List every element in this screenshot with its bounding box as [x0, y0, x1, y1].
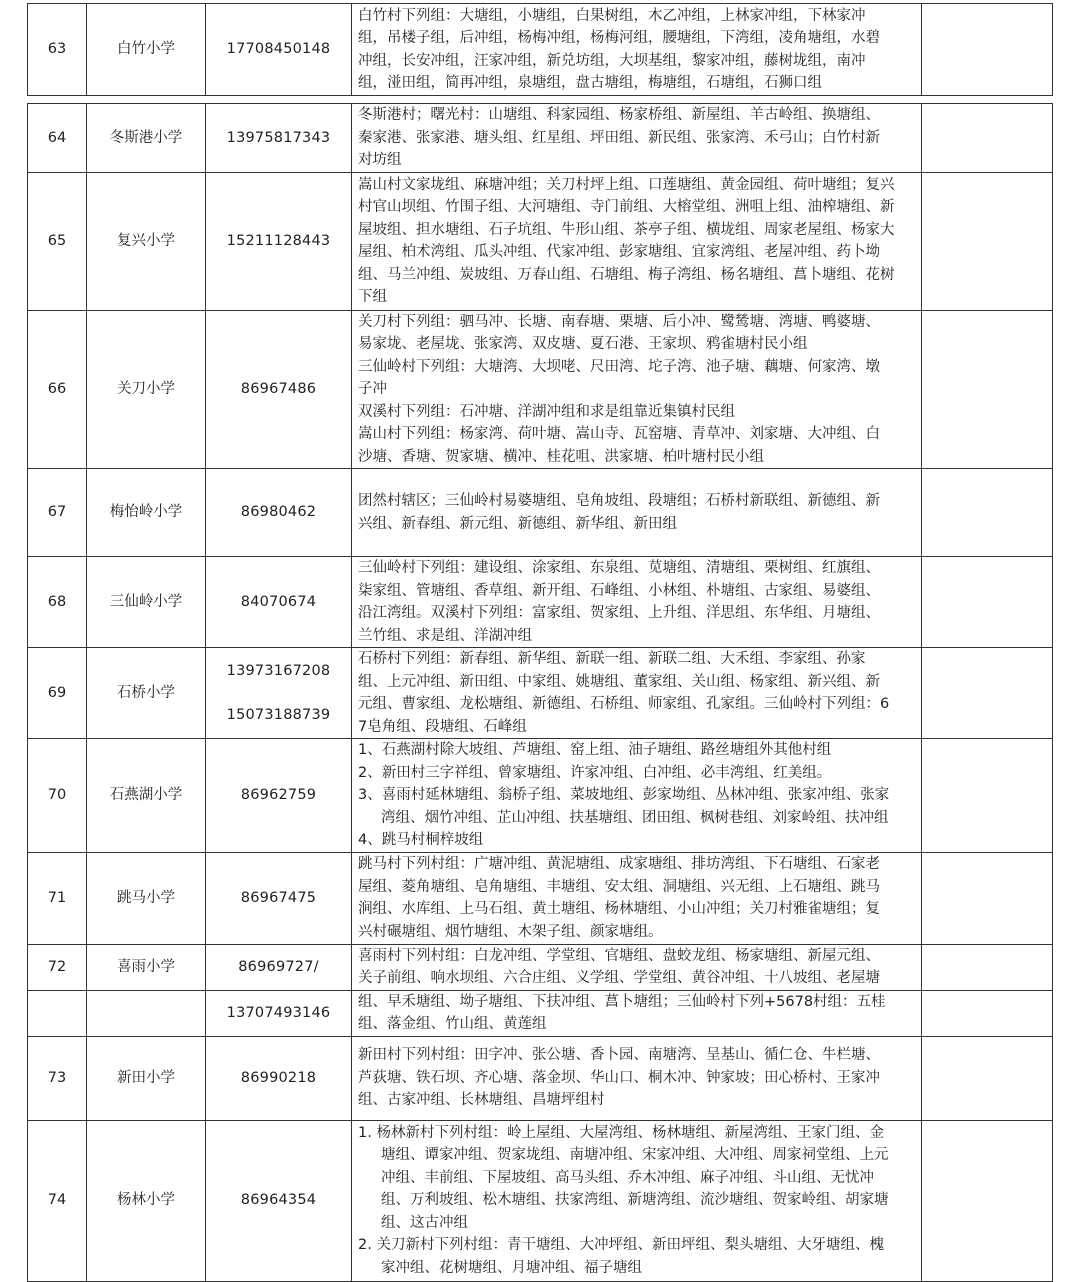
service-area: [352, 852, 922, 944]
row-number: 74: [28, 1120, 87, 1281]
area-line: 组、古家冲组、长林塘组、昌塘坪组村: [358, 1092, 605, 1109]
school-name: 白竹小学: [87, 4, 206, 96]
area-line: 冲组，长安冲组，汪家冲组，新兑坊组，大坝基组，黎家冲组，藤树垅组，南冲: [358, 52, 866, 69]
phone-cell: [206, 1120, 352, 1281]
note-cell: [922, 648, 1053, 739]
area-line: 嵩山村文家垅组、麻塘冲组；关刀村坪上组、口莲塘组、黄金园组、荷叶塘组；复兴: [358, 176, 895, 193]
area-line: 兴村碾塘组、烟竹塘组、木架子组、颜家塘组。: [358, 923, 663, 940]
area-line: 团然村辖区；三仙岭村易婆塘组、皂角坡组、段塘组；石桥村新联组、新德组、新: [358, 493, 880, 509]
phone-cell: [206, 1036, 352, 1120]
service-area: [352, 648, 922, 739]
area-line: 关子前组、响水坝组、六合庄组、义学组、学堂组、黄谷冲组、十八坡组、老屋塘: [358, 970, 880, 986]
service-area: [352, 1120, 922, 1281]
service-area: [352, 739, 922, 853]
area-line: 易家垅、老屋垅、张家湾、双皮塘、夏石港、王家坝、鸦雀塘村民小组: [358, 336, 808, 352]
area-line: 塘组、谭家冲组、贺家垅组、南塘冲组、宋家冲组、大冲组、周家祠堂组、上元: [381, 1147, 889, 1164]
phone-cell: [206, 852, 352, 944]
school-name: [87, 990, 206, 1036]
phone-cell: [206, 469, 352, 557]
area-line: 新田村下列村组：田字冲、张公塘、香卜园、南塘湾、呈基山、循仁仓、牛栏塘、: [358, 1047, 880, 1064]
row-number: [28, 990, 87, 1036]
area-line: 组、这古冲组: [381, 1214, 468, 1231]
phone-cell: [206, 648, 352, 739]
area-line: 关刀村下列组：驷马冲、长塘、南春塘、栗塘、后小冲、鹭鸶塘、湾塘、鸭婆塘、: [358, 313, 880, 330]
area-line: 子冲: [358, 381, 387, 397]
table-row: [28, 1120, 1053, 1281]
area-line: 跳马村下列村组：广塘冲组、黄泥塘组、成家塘组、排坊湾组、下石塘组、石家老: [358, 856, 880, 872]
school-name: 石燕湖小学: [87, 739, 206, 853]
area-line: 石桥村下列组：新春组、新华组、新联一组、新联二组、大禾组、李家组、孙家: [358, 651, 866, 667]
area-line: 对坊组: [358, 152, 402, 168]
row-number: 63: [28, 4, 87, 96]
area-line: 2、新田村三字祥组、曾家塘组、许家冲组、白冲组、必丰湾组、红美组。: [358, 764, 832, 781]
table-row: [28, 1036, 1053, 1120]
table-row: [28, 310, 1053, 469]
area-line: 沿江湾组。双溪村下列组：富家组、贺家组、上升组、洋思组、东华组、月塘组、: [358, 605, 880, 621]
table-row: [28, 172, 1053, 310]
row-number: 66: [28, 310, 87, 469]
note-cell: [922, 4, 1053, 96]
service-area: [352, 310, 922, 469]
service-area: [352, 944, 922, 990]
area-line: 兰竹组、求是组、洋湖冲组: [358, 627, 532, 644]
phone-number: 84070674: [240, 593, 317, 610]
school-name: 杨林小学: [87, 1120, 206, 1281]
school-name: 三仙岭小学: [87, 557, 206, 648]
area-line: 2. 关刀新村下列村组：青干塘组、大冲坪组、新田坪组、梨头塘组、大牙塘组、槐: [358, 1237, 884, 1254]
schools-table-top: [27, 3, 1053, 96]
area-line: 1. 杨林新村下列村组：岭上屋组、大屋湾组、杨林塘组、新屋湾组、王家门组、金: [358, 1124, 884, 1141]
service-area: [352, 469, 922, 557]
school-name: 新田小学: [87, 1036, 206, 1120]
area-line: 芦荻塘、铁石坝、齐心塘、落金坝、华山口、桐木冲、钟家坡；田心桥村、王家冲: [358, 1069, 880, 1086]
table-row: [28, 944, 1053, 990]
note-cell: [922, 739, 1053, 853]
area-line: 组、落金组、竹山组、黄莲组: [358, 1016, 547, 1032]
note-cell: [922, 172, 1053, 310]
area-line: 沙塘、香塘、贺家塘、横冲、桂花咀、洪家塘、柏叶塘村民小组: [358, 448, 764, 465]
phone-number: 86990218: [240, 1069, 317, 1086]
note-cell: [922, 557, 1053, 648]
phone-cell: [206, 310, 352, 469]
area-line: 柒家组、管塘组、香草组、新开组、石峰组、小林组、朴塘组、古家组、易婆组、: [358, 582, 880, 599]
note-cell: [922, 469, 1053, 557]
note-cell: [922, 104, 1053, 173]
area-line: 喜雨村下列村组：白龙冲组、学堂组、官塘组、盘蛟龙组、杨家塘组、新屋元组、: [358, 947, 880, 964]
phone-number: 13973167208: [226, 663, 331, 679]
school-name: 复兴小学: [87, 172, 206, 310]
phone-number: 86967486: [240, 381, 317, 397]
table-row: [28, 104, 1053, 173]
table-row: [28, 852, 1053, 944]
row-number: 71: [28, 852, 87, 944]
area-line: 家冲组、花树塘组、月塘冲组、福子塘组: [381, 1259, 642, 1276]
row-number: 69: [28, 648, 87, 739]
area-line: 组、早禾塘组、坳子塘组、下扶冲组、菖卜塘组；三仙岭村下列+5678村组：五桂: [358, 993, 886, 1010]
row-number: 65: [28, 172, 87, 310]
phone-cell: [206, 172, 352, 310]
note-cell: [922, 1036, 1053, 1120]
phone-cell: [206, 739, 352, 853]
school-name: 梅怡岭小学: [87, 469, 206, 557]
row-number: 70: [28, 739, 87, 853]
phone-number: 86962759: [240, 787, 317, 803]
area-line: 7皂角组、段塘组、石峰组: [358, 718, 527, 735]
phone-cell: [206, 944, 352, 990]
area-line: 下组: [358, 289, 387, 305]
note-cell: [922, 310, 1053, 469]
area-line: 组，吊楼子组，后冲组，杨梅冲组，杨梅河组，腰塘组，下湾组，凌角塘组，水碧: [358, 30, 880, 46]
phone-number: 17708450148: [226, 41, 331, 58]
area-line: 组、马兰冲组、炭坡组、万春山组、石塘组、梅子湾组、杨名塘组、菖卜塘组、花树: [358, 266, 895, 283]
area-line: 屋组、柏术湾组、瓜头冲组、代家冲组、彭家塘组、宜家湾组、老屋冲组、药卜坳: [358, 244, 880, 260]
phone-number: 86967475: [240, 889, 317, 906]
area-line: 组，湴田组，简再冲组，泉塘组，盘古塘组，梅塘组，石塘组，石狮口组: [358, 75, 822, 91]
phone-number: 86980462: [240, 504, 317, 521]
row-number: 67: [28, 469, 87, 557]
area-line: 屋坡组、担水塘组、石子坑组、牛形山组、茶亭子组、横垅组、周家老屋组、杨家大: [358, 221, 895, 238]
note-cell: [922, 1120, 1053, 1281]
school-name: 喜雨小学: [87, 944, 206, 990]
phone-number: 15073188739: [226, 707, 331, 723]
service-area: [352, 172, 922, 310]
service-area: [352, 557, 922, 648]
area-line: 冲组、丰前组、下屋坡组、高马头组、乔木冲组、麻子冲组、斗山组、无忧冲: [381, 1169, 874, 1186]
service-area: [352, 4, 922, 96]
schools-table: [27, 103, 1053, 1282]
area-line: 嵩山村下列组：杨家湾、荷叶塘、嵩山寺、瓦窑塘、青草冲、刘家塘、大冲组、白: [358, 426, 880, 442]
phone-cell: [206, 104, 352, 173]
area-line: 1、石燕湖村除大坡组、芦塘组、窑上组、油子塘组、路丝塘组外其他村组: [358, 742, 832, 758]
area-line: 兴组、新春组、新元组、新德组、新华组、新田组: [358, 515, 677, 532]
table-row: [28, 739, 1053, 853]
service-area: [352, 1036, 922, 1120]
area-line: 屋组、菱角塘组、皂角塘组、丰塘组、安太组、洞塘组、兴无组、上石塘组、跳马: [358, 878, 880, 895]
note-cell: [922, 852, 1053, 944]
table-row: [28, 557, 1053, 648]
row-number: 73: [28, 1036, 87, 1120]
phone-number: 13707493146: [226, 1004, 331, 1021]
area-line: 湾组、烟竹冲组、芷山冲组、扶基塘组、团田组、枫树巷组、刘家岭组、扶冲组: [381, 809, 889, 826]
school-name: 石桥小学: [87, 648, 206, 739]
area-line: 三仙岭村下列组：大塘湾、大坝咾、尺田湾、坨子湾、池子塘、藕塘、何家湾、墩: [358, 358, 880, 375]
note-cell: [922, 990, 1053, 1036]
area-line: 4、跳马村桐梓坡组: [358, 832, 484, 848]
phone-cell: [206, 557, 352, 648]
school-name: 关刀小学: [87, 310, 206, 469]
area-line: 组、上元冲组、新田组、中家组、姚塘组、董家组、关山组、杨家组、新兴组、新: [358, 673, 880, 690]
table-row: [28, 469, 1053, 557]
area-line: 三仙岭村下列组：建设组、涂家组、东泉组、苋塘组、清塘组、栗树组、红旗组、: [358, 560, 880, 576]
area-line: 秦家港、张家港、塘头组、红星组、坪田组、新民组、张家湾、禾弓山；白竹村新: [358, 129, 880, 146]
phone-cell: [206, 4, 352, 96]
area-line: 村官山坝组、竹围子组、大河塘组、寺门前组、大榕堂组、洲咀上组、油榨塘组、新: [358, 199, 895, 215]
phone-number: 86964354: [240, 1192, 317, 1209]
area-line: 涧组、水库组、上马石组、黄土塘组、杨林塘组、小山冲组；关刀村雅雀塘组；复: [358, 901, 880, 917]
phone-number: 13975817343: [226, 129, 331, 146]
school-name: 跳马小学: [87, 852, 206, 944]
service-area: [352, 990, 922, 1036]
area-line: 冬斯港村；曙光村：山塘组、科家园组、杨家桥组、新屋组、羊古岭组、换塘组、: [358, 107, 880, 123]
table-row: [28, 4, 1053, 96]
phone-cell: [206, 990, 352, 1036]
phone-number: 86969727/: [238, 958, 319, 975]
area-line: 3、喜雨村延林塘组、翁桥子组、菜坡地组、彭家坳组、丛林冲组、张家冲组、张家: [358, 787, 890, 803]
phone-number: 15211128443: [226, 232, 331, 249]
area-line: 双溪村下列组：石冲塘、洋湖冲组和求是组靠近集镇村民组: [358, 403, 735, 420]
row-number: 64: [28, 104, 87, 173]
service-area: [352, 104, 922, 173]
row-number: 72: [28, 944, 87, 990]
area-line: 元组、曹家组、龙松塘组、新德组、石桥组、师家组、孔家组。三仙岭村下列组：6: [358, 696, 890, 712]
table-row: [28, 648, 1053, 739]
area-line: 白竹村下列组：大塘组，小塘组，白果树组，木乙冲组，上林家冲组，下林家冲: [358, 7, 866, 24]
note-cell: [922, 944, 1053, 990]
school-name: 冬斯港小学: [87, 104, 206, 173]
row-number: 68: [28, 557, 87, 648]
table-row: [28, 990, 1053, 1036]
area-line: 组、万利坡组、松木塘组、扶家湾组、新塘湾组、流沙塘组、贺家岭组、胡家塘: [381, 1192, 889, 1209]
